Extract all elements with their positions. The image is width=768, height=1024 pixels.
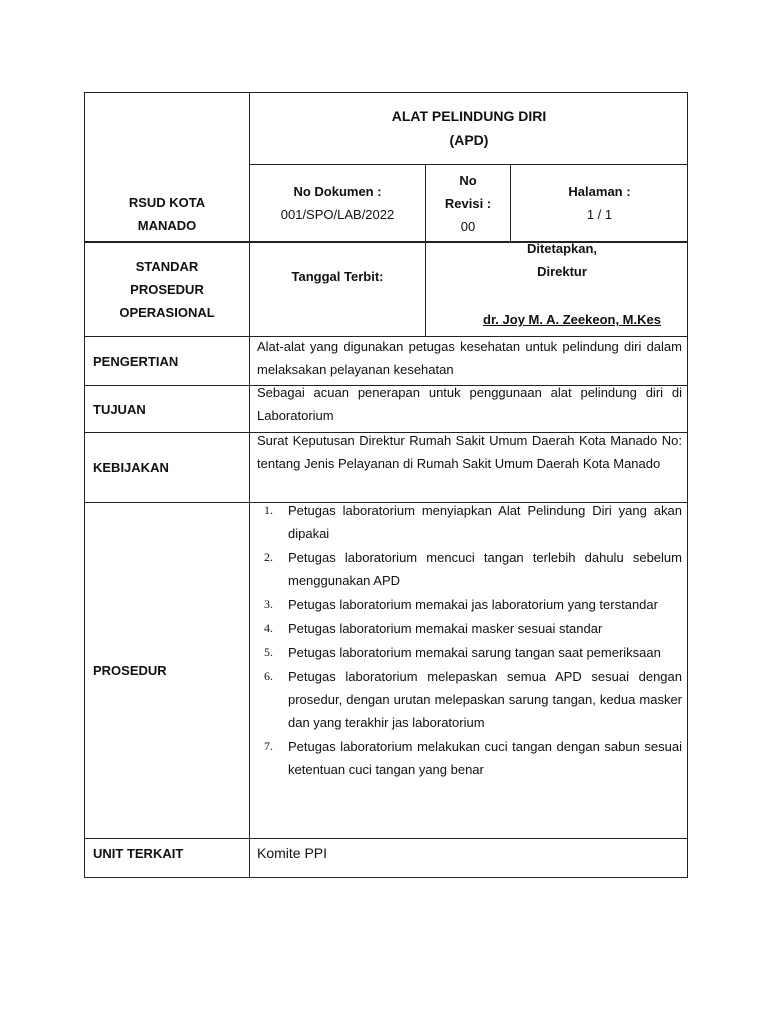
kebijakan-text: Surat Keputusan Direktur Rumah Sakit Umum Daerah Kota Manado No: tentang Jenis Pelayanan di Rumah Sakit Umum Daerah Kota Manado xyxy=(257,433,682,471)
kebijakan-label: KEBIJAKAN xyxy=(93,460,169,475)
revision-cell xyxy=(426,165,510,241)
doc-no-label: No Dokumen : xyxy=(293,184,382,199)
hospital-name: RSUD KOTA MANADO xyxy=(128,194,206,233)
procedure-step: 7. Petugas laboratorium melakukan cuci tangan dengan sabun sesuai ketentuan cuci tangan yang benar xyxy=(264,739,682,777)
procedure-list xyxy=(250,499,688,781)
approver-title: Direktur xyxy=(537,264,587,279)
approved-label: Ditetapkan, xyxy=(526,241,598,256)
revision-label-2: Revisi : xyxy=(444,195,492,211)
document-number-cell xyxy=(250,165,425,241)
approver-name: dr. Joy M. A. Zeekeon, M.Kes xyxy=(483,312,661,327)
procedure-step: 6. Petugas laboratorium melepaskan semua APD sesuai dengan prosedur, dengan urutan melepaskan sarung tangan, kedua masker dan yang terakhir jas laboratorium xyxy=(264,669,682,730)
page-label: Halaman : xyxy=(568,184,631,199)
procedure-step: 2. Petugas laboratorium mencuci tangan terlebih dahulu sebelum menggunakan APD xyxy=(264,550,682,588)
issue-date-label: Tanggal Terbit: xyxy=(291,268,384,284)
procedure-step: 1. Petugas laboratorium menyiapkan Alat Pelindung Diri yang akan dipakai xyxy=(264,503,682,541)
unit-terkait-label: UNIT TERKAIT xyxy=(93,846,184,861)
title-line-2: (APD) xyxy=(449,132,489,148)
sop-document xyxy=(84,92,688,878)
tujuan-text: Sebagai acuan penerapan untuk penggunaan alat pelindung diri di Laboratorium xyxy=(257,385,682,423)
title-line-1: ALAT PELINDUNG DIRI xyxy=(391,108,547,124)
revision-label-1: No xyxy=(459,172,477,188)
prosedur-steps xyxy=(250,499,688,838)
approval-cell xyxy=(426,237,688,336)
procedure-step: 3. Petugas laboratorium memakai jas laboratorium yang terstandar xyxy=(264,597,658,612)
tujuan-label: TUJUAN xyxy=(93,401,146,417)
document-title xyxy=(250,97,688,159)
prosedur-label: PROSEDUR xyxy=(93,663,167,678)
page-cell xyxy=(511,165,688,241)
sop-label: STANDAR PROSEDUR OPERASIONAL xyxy=(119,259,215,320)
unit-terkait-text: Komite PPI xyxy=(257,845,328,861)
doc-no-value: 001/SPO/LAB/2022 xyxy=(280,207,395,222)
pengertian-text: Alat-alat yang digunakan petugas kesehatan untuk pelindung diri dalam melaksakan pelayanan kesehatan xyxy=(257,339,682,377)
procedure-step: 5. Petugas laboratorium memakai sarung tangan saat pemeriksaan xyxy=(264,645,661,660)
pengertian-label: PENGERTIAN xyxy=(93,353,179,369)
revision-value: 00 xyxy=(460,218,476,234)
page-value: 1 / 1 xyxy=(586,207,613,222)
procedure-step: 4. Petugas laboratorium memakai masker sesuai standar xyxy=(264,621,603,636)
